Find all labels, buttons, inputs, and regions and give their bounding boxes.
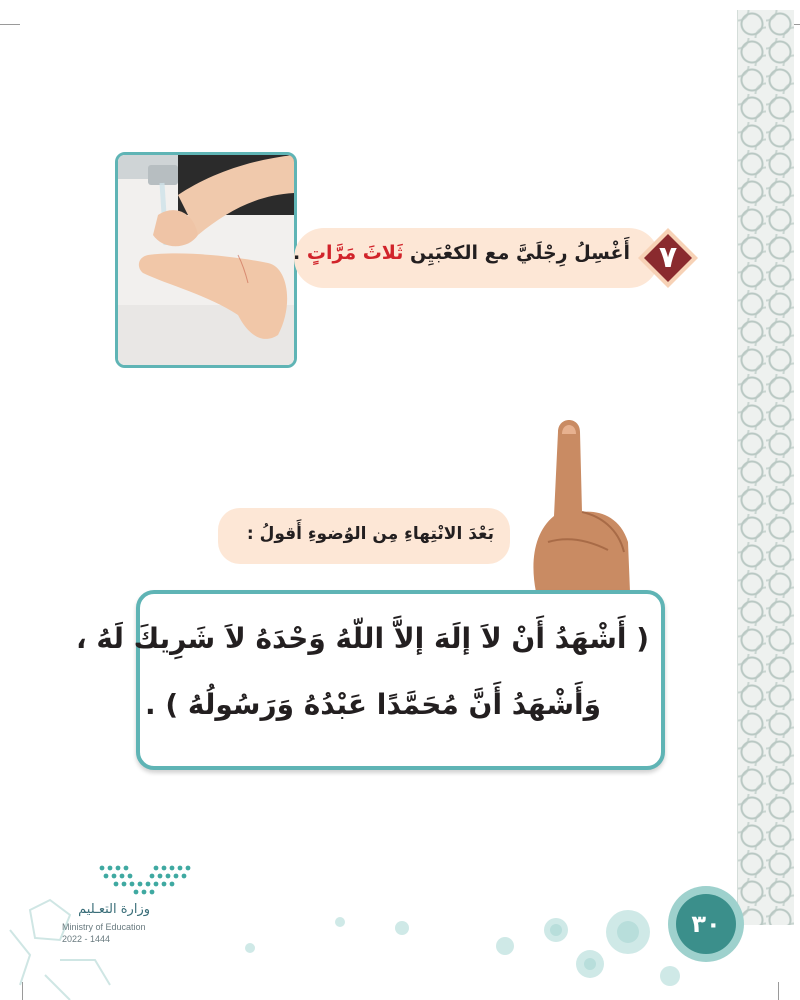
ministry-year: 2022 - 1444 xyxy=(62,934,111,944)
ministry-name-ar: وزارة التعـليم xyxy=(78,902,150,917)
dua-box xyxy=(75,590,665,770)
step-text-highlight: ثَلاثَ مَرَّاتٍ xyxy=(306,242,404,264)
dua-line-2: وَأَشْهَدُ أَنَّ مُحَمَّدًا عَبْدُهُ وَرَسُولُهُ ) . xyxy=(144,688,601,721)
foot-washing-photo-icon xyxy=(118,155,294,365)
side-pattern-border xyxy=(737,10,794,925)
step-text-after: . xyxy=(293,242,307,264)
page-number: ٣٠ xyxy=(691,910,721,938)
ministry-logo-icon xyxy=(96,862,192,896)
ministry-name-en: Ministry of Education xyxy=(62,922,146,932)
dua-line-1: ( أَشْهَدُ أَنْ لاَ إلَهَ إلاَّ اللّهُ وَحْدَهُ لاَ شَرِيكَ لَهُ ، xyxy=(75,622,649,655)
intro-text: بَعْدَ الانْتِهاءِ مِن الوُضوءِ أَقولُ : xyxy=(246,524,494,544)
crop-mark-top-left xyxy=(0,24,20,25)
step-instruction xyxy=(293,242,630,264)
step-number: ٧ xyxy=(658,240,678,275)
step-text-before: أَغْسِلُ رِجْلَيَّ مع الكعْبَيِن xyxy=(403,242,630,264)
raised-index-finger-icon xyxy=(528,412,632,592)
step-photo xyxy=(115,152,297,368)
